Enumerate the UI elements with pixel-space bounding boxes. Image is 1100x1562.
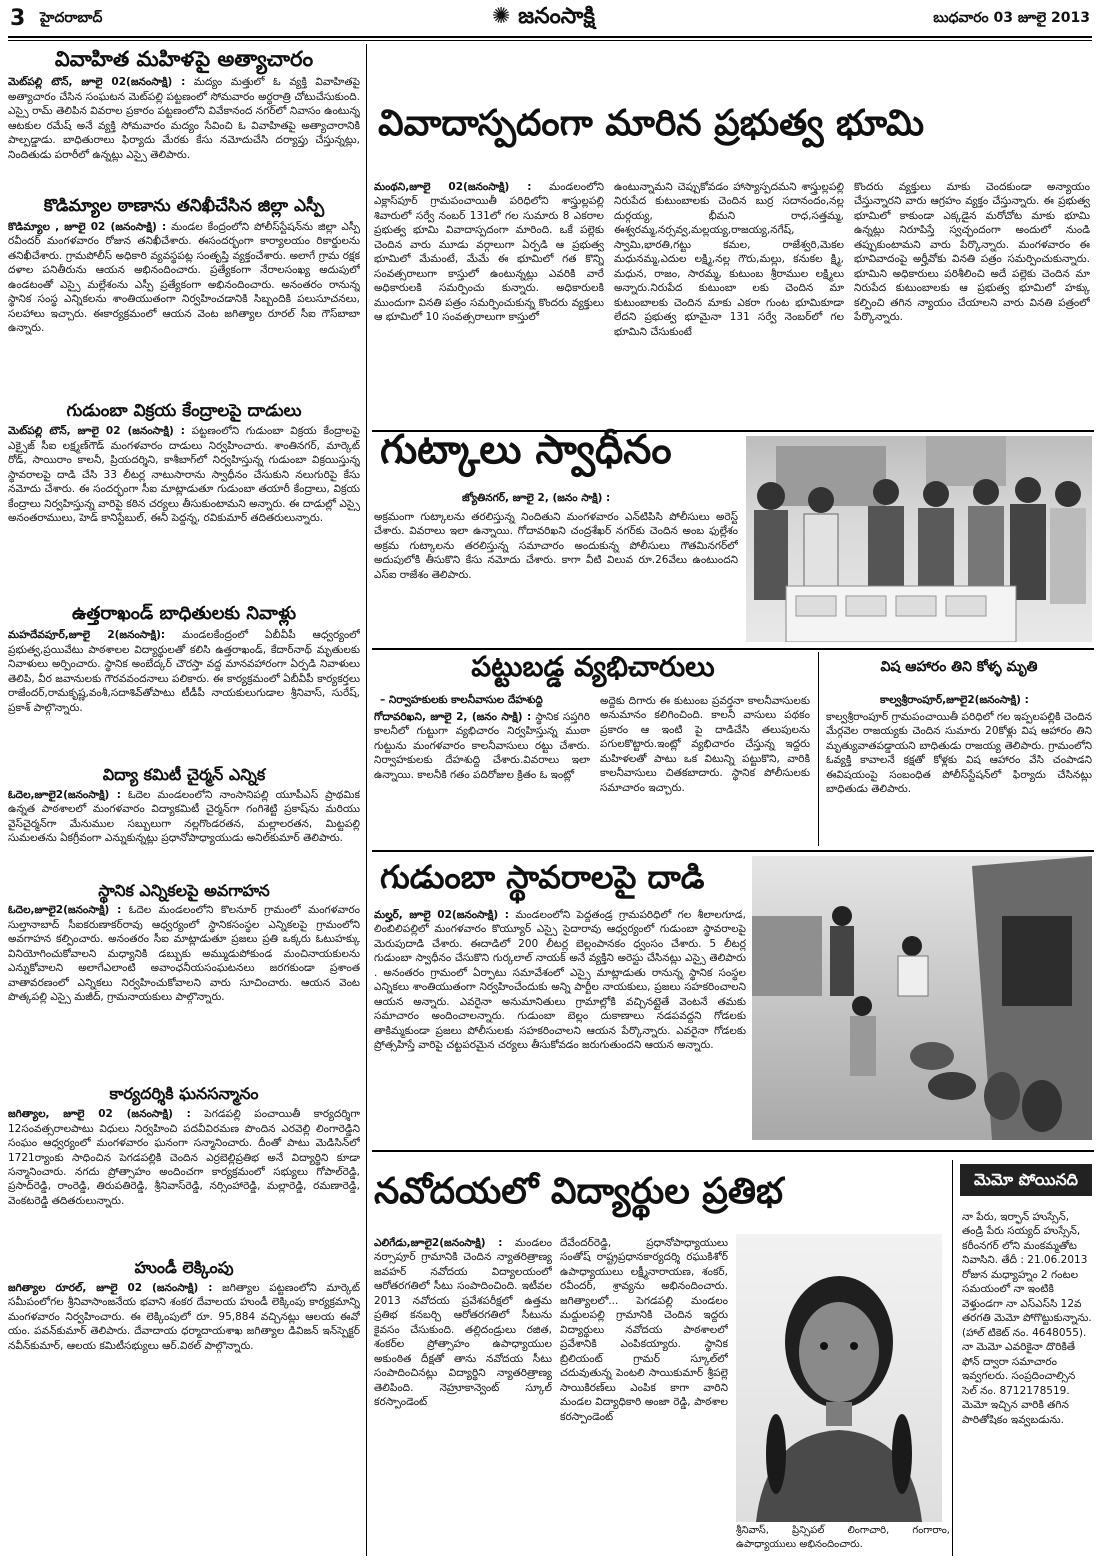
dateline: జ్యోతినగర్, జూలై 2, (జనం సాక్షి) : [462,492,611,504]
lead-col-3: కొందరు వ్యక్తులు మాకు చెందకుండా అన్యాయం చేస్తున్నారని వారు ఆగ్రహం వ్యక్తం చేస్తున్నారు. ఈ ప్రభుత్వ భూమిలో కాకుండా ఎక్కడైన మరోచోట మాకు భూమి ఉన్నట్లు నిరూపిస్తే స్వచ్ఛందంగా అందులో నుండి తప్పుకుంటామని వారు పేర్కొన్నారు. మంగళవారం ఈ భూవివాదంపై అర్హీవోకు వినతి పత్రం సమర్పించుకున్నారు. భూమిని అధికారులు పరిశీలించి అదే పల్లెకు చెందిన మా నిరుపేద కుటుంబాలకు ఆ ప్రభుత్వ భూమిలో హక్కు కల్పించి తగిన న్యాయం చేయాలని వారు వినతి పత్రంలో పేర్కొన్నారు. [854,181,1090,324]
photo-caption: శ్రీనివాస్, ప్రిన్సిపల్ లింగాచారి, గంగారాం, ఉపాధ్యాయులు అభినందించారు. [736,1525,950,1550]
article-6 [8,882,360,1080]
header-rule-thin [8,40,1092,41]
dateline: ఎలిగేడు,జూలై2(జనంసాక్షి) : [374,1237,503,1249]
dateline: మెట్‌పల్లి టౌన్, జూలై 02 (జనంసాక్షి) : [8,425,185,438]
article-2 [8,197,360,396]
section-rule [372,850,1094,852]
article-headline: హుండీ లెక్కింపు [134,1258,234,1278]
dateline: ఓదెల,జూలై2(జనంసాక్షి) : [8,904,122,917]
gudumba-headline: గుడుంబా స్థావరాలపై దాడి [380,858,705,896]
left-column [8,46,360,1385]
dateline: ఓదెల,జూలై2(జనంసాక్షి) : [8,788,121,801]
article-body: మండల కేంద్రంలోని పోలీస్‌స్టేషన్‌ను జిల్లా ఎస్పీ రవీందర్ మంగళవారం రోజున తనిఖీచేశారు. ఈసందర్భంగా కార్యాలయం రికార్డులను తనిఖీచేశారు. గ్రామపోలీస్ అధికారి వ్యవస్థపట్ల సంతృప్తి వ్యక్తంచేశారు. అలాగే గ్రామ రక్షక దళాల పనితీరును ఆయన అభినందించారు. ప్రత్యేకంగా నేరాలసంఖ్య అదుపులో ఉండటంతో ఎస్సై మల్లేశంను ఎస్పీ ప్రత్యేకంగా అభినందించారు. అనంతరం రానున్న స్థానిక సంస్థ ఎన్నికలను శాంతియుతంగా నిర్వహించడానికి సిబ్బందికి పలుసూచనలు, సలహాలు ఇచ్చారు. ఈకార్యక్రమంలో ఆయన వెంట జగిత్యాల రూరల్ సీఐ గౌస్‌బాబా ఉన్నారు. [8,220,360,335]
vyabhi-col-2: అద్దెకు దిగారు ఈ కుటుంబ ప్రవర్తనా కాలనీవాసులకు అనుమానం కలిగించింది. కాలనీ వాసులు పథకం ప్రకారం ఆ ఇంటి పై దాడిచేసి తలుపులను పగులకొట్టారు.ఇంట్లో వ్యభిచారం చేస్తున్న ఇద్దరు మహిళలతో పాటు ఒక విటున్ని పట్టుకొని, వారికి కాలనీవాసులు చితకబాదారు. స్థానిక పోలీసులకు సమాచారం ఇచ్చారు. [600,695,810,794]
vyabhi-headline: పట్టుబడ్డ వ్యభిచారులు [471,650,715,683]
dateline: గోదావరిఖని, జూలై 2, (జనం సాక్షి) : [374,711,532,723]
article-body: ఓదెల మండలంలోని కొలనూర్ గ్రామంలో మంగళవారం సుల్తానాబాద్ సీఐకరుణాకర్‌రావు ఆధ్వర్యంలో స్థానికసంస్థల ఎన్నికలపై గ్రామంలోని అవగాహన కల్పించారు. అనంతరం సీఐ మాట్లాడుతూ ప్రజలు ప్రతి ఒక్కరు ఓటుహక్కు వినియోగించుకోవాలని మధ్యానికి డబ్బుకు అమ్ముడుపోకుండ మంచినాయకులను ఎన్నుకోవాలని అలాగేఎలాంటి అవాంఛనీయసంఘటనలు జరగకుండా ప్రశాంత వాతావరణంలో ఎన్నికలు నిర్వహించుకోవాలని వారు సూచించారు. ఆయన వెంట పొత్కపల్లి ఎస్సై మజీద్, గ్రామనాయకులు పాల్గొన్నారు. [8,904,360,1004]
article-headline: ఉత్తరాఖండ్ బాధితులకు నివాళ్లు [71,603,297,625]
page-number: 3 [10,6,26,31]
article-headline: గుడుంబా విక్రయ కేంద్రాలపై దాడులు [66,400,302,421]
article-headline: కొడిమ్యాల ఠాణాను తనిఖీచేసిన జిల్లా ఎస్పీ [43,196,325,217]
student-portrait-illustration [736,1234,942,1522]
article-body: ఓదెల మండలంలోని నాంసానిపల్లి యూపీఎస్ ప్రాథమిక ఉన్నత పాఠశాలలో మంగళవారం విద్యాకమిటీ చైర్మన్‌గా గంగిశెట్టి ప్రకాష్‌ను మరియు వైస్‌చైర్మన్‌గా మేనుముల సబ్బులుగా నల్లగొండరతన, మల్లాలరతన, మిట్టపల్లి సుమలతను ఏకగ్రీవంగా ఎన్నుకున్నట్లు ప్రధానోపాధ్యాయుడు అనిల్‌కుమార్ తెలిపారు. [8,788,360,845]
article-headline: స్థానిక ఎన్నికలపై అవగాహన [98,880,270,900]
article-body: మండలం నర్సాపూర్ గ్రామానికి చెందిన న్యాతరిత్రాణ్య జవహర్‌ నవోదయ విద్యాలయంలో ఆరోతరగతిలో సీటు సంపాదించింది. ఇటీవల 2013 నవోదయ ప్రవేశపరీక్షలో ఉత్తమ ప్రతిభ కనబర్చి ఆరోతరగతిలో సీటును కైవసం చేసుకుంది. తల్లిదండ్రులు రజిత, శంకర్‌ల ప్రోత్సాహం ఉపాధ్యాయుల అకుంఠిత దీక్షతో తాను నవోదయ సీటు సంపాదించినట్లు విద్యార్థిని న్యాతరిత్రాణ్య తెలిపింది. నెహ్రూకాన్వెంట్ స్కూల్ కరస్పాండెంట్ [374,1237,552,1409]
dateline: మల్హర్, జూలై 02(జనంసాక్షి) : [374,909,509,921]
article-3 [8,402,360,601]
lead-col-1 [374,180,604,418]
dateline: మంథని,జూలై 02(జనంసాక్షి) : [374,181,532,193]
article-body: స్థానిక సప్తగిరి కాలనీలో గుట్టుగా వ్యభిచారం నిర్వహిస్తున్న ముఠా గుట్టును మంగళవారం కాలనీవాసులు రట్టు చేశారు. నిర్వాహకులకు దేహశుద్ది చేశారు.వివరాలు ఇలా ఉన్నాయి. కాలనీకి గతం పదిరోజుల క్రితం ఓ ఇంట్లో [374,711,590,781]
article-7 [8,1085,360,1253]
student-photo [736,1234,942,1522]
dateline: కాల్వశ్రీరాంపూర్,జూలై2(జనంసాక్షి) : [880,694,1029,706]
article-body: మండలంలోని ఎక్లాస్‌పూర్ గ్రామపంచాయితీ పరిధిలోని శాస్త్రుల్లపల్లి శివారులో సర్వే నంబర్ 131లో గల సుమారు 8 ఎకరాల ప్రభుత్వ భూమి వివాదాస్పదంగా మారింది. ఒకే పల్లెకు చెందిన వారు మూడు వర్గాలుగా ఏర్పడి ఆ ప్రభుత్వ భూమిలో మేమంటే, మేమే ఈ భూమిలో గత కొన్ని సంవత్సరాలుగా కాస్తులో ఉంటున్నట్లు ఎవరికి వారే అధికారులకి సమర్పించు కున్నారు. అధికారులకి ముందుగా వినతి పత్రం సమర్పించుకున్న కొందరు వ్యక్తులు ఆ భూమిలో 10 సంవత్సరాలుగా కాస్తులో [374,181,604,324]
header-rule [8,36,1092,38]
dateline: జగిత్యాల రూరల్, జూలై 02 (జనంసాక్షి) : [8,1281,213,1294]
memo-body: నా పేరు, ఇర్ఫాన్ హుస్సేన్, తండ్రి పేరు సయ్యద్ హుస్సేన్, కరీంనగర్ లోని మంకమ్మతోట నివాసిని. తేదీ : 21.06.2013 రోజున మధ్యాహ్నం 2 గంటల సమయంలో నా ఇంటికి వెళ్తుండగా నా ఎస్‌ఎస్‌సి 12వ తరగతి మెమో పోగొట్టుకున్నాను. (హాల్ టికెట్ నం. 4648055). నా మెమో ఎవరికైనా దొరికితే ఫోన్ ద్వారా సమాచారం ఇవ్వగలరు. సంప్రదించాల్సిన సెల్ నం. 8712178519. మెమో ఇచ్చిన వారికి తగిన పారితోషికం ఇవ్వబడును. [962,1211,1092,1426]
logo-icon: ✺ [492,4,511,29]
article-1 [8,48,360,193]
masthead-logo [492,4,595,34]
police-gutka-photo [746,436,1092,642]
edition-date: బుధవారం 03 జూలై 2013 [933,10,1090,26]
article-body: మద్యం మత్తులో ఓ వ్యక్తి వివాహితపై అత్యాచారం చేసిన సంఘటన మెట్‌పల్లి పట్టణంలో సోమవారం అర్ధరాత్రి చోటుచేసుకుంది. ఎస్సై రామ్ తెలిపిన వివరాల ప్రకారం పట్టణంలోని వివేకానంద నగర్‌లో నివాసం ఉంటున్న ఆటకుల రమేష్ అనే వ్యక్తి సోమవారం మద్యం సేవించి ఓ వివాహితపై అత్యాచారానికి పాల్పడ్డాడు. బాధితురాలు ఫిర్యాదు మేరకు కేసు నమోదుచేసి దర్యాప్తు చేస్తున్నట్లు, నిందితుడు పరారీలో ఉన్నట్లు ఎస్సై తెలిపారు. [8,76,360,161]
navodaya-headline: నవోదయలో విద్యార్థుల ప్రతిభ [374,1171,784,1212]
memo-heading: మెమో పోయినది [960,1164,1092,1196]
visha-headline: విష ఆహారం తిని కోళ్ళ మృతి [880,659,1038,675]
dateline: మహదేవపూర్,జూలై 2(జనంసాక్షి): [8,629,166,642]
article-body: కాల్వశ్రీరాంపూర్ గ్రామపంచాయితీ పరిధిలో గల ఇప్పలపల్లికి చెందిన మేర్గవెల రాజయ్యకు చెందిన సుమారు 20కోళ్లు విష ఆహారం తిని మృత్యువాతపడ్డాయని బాధితుడు రాజయ్య తెలిపారు. గ్రామంలోని ఓవ్యక్తి కావాలనే కక్షతో కోళ్లకు విష ఆహారం వేసి చంపాడని ఈవిషయంపై సంబంధిత పోలీస్‌స్టేషన్‌లో ఫిర్యాదు చేసినట్లు బాధితుడు తెలిపారు. [826,711,1092,796]
column-divider [366,44,367,1556]
dateline: కొడిమ్యాల , జూలై 02 (జనంసాక్షి) : [8,220,167,233]
article-body: అక్రమంగా గుట్కాలను తరలిస్తున్న నిందితుని మంగళవారం ఎన్‌టిపిసి పోలీసులు అరెస్ట్ చేశారు. వివరాలు ఇలా ఉన్నాయి. గోదావరిఖని చంద్రశేఖర్ నగర్‌కు చెందిన అంబ ఫుల్లేశం అక్రమ గుట్కాలను తరలిస్తున్న సమాచారం అందుకున్న పోలీసులు గౌతమినగర్‌లో అదుపులోకి తీసుకొని కేసు నమోదు చేశారు. కాగా వీటి విలువ రూ.26వేలు ఉంటుందని ఎస్ఐ రాజేశం తెలిపారు. [374,511,738,581]
article-headline: కార్యదర్శికి ఘనసన్మానం [109,1084,259,1104]
vyabhi-subheadline: – నిర్వాహకులకు కాలనీవాసుల దేహశుద్ది [380,694,543,706]
navodaya-col-2: దేవేందర్‌రెడ్డి, ప్రధానోపాధ్యాయులు సంతోష్ రాష్ట్రప్రధానకార్యదర్శి రఘుకిశోర్ ఉపాధ్యాయులు లక్ష్మీనారాయణ, శంకర్, రవీందర్, శ్రావ్యను అభినందించారు. జగిత్యాలలో... పెగడపల్లి మండలం మద్దులపల్లి గ్రామానికి చెందిన ఇద్దరు విద్యార్థులు నవోదయ పాఠశాలలో ప్రవేశానికి ఎంపికయ్యారు. స్థానిక బ్రిలియంట్ గ్రామర్ స్కూల్‌లో చదువుతున్న పెంటలి సాయికుమార్ శ్రీపల్లె సాయికిరణ్‌లు ఎంపిక కాగా వారిని మండల విద్యాధికారి అంజా రెడ్డి, పాఠశాల కరస్పాండెంట్ [560,1237,728,1423]
vyabhi-col-1 [374,710,590,834]
section-rule [372,1150,1094,1152]
lead-story [374,104,1092,144]
navodaya-col-1 [374,1236,552,1552]
police-photo-illustration [746,436,1092,642]
gutka-headline: గుట్కాలు స్వాధీనం [380,427,672,473]
article-body: మండలంలోని పెద్దతండ్ర గ్రామపరిధిలో గల శీలాలగూడ, లింబిలిపల్లిలో మంగళవారం కొయ్యూర్ ఎస్సై సైదారావు ఆధ్వర్యంలో గుడుంబా స్థావరాలపై మెరుపుదాడి చేశారు. ఈదాడిలో 200 లీటర్ల బెల్లంపానకం ధ్వంసం చేశారు. 5 లీటర్ల గుడుంబా స్వాధీనం చేసుకొని గుర్కలాల్ నాయక్ అనే వ్యక్తిని అరెస్టు చేసినట్లు ఎస్సై తెలిపారు . అనంతరం గ్రామంలో ఏర్పాటు సమావేశంలో ఎస్సై మాట్లాడుతు రానున్న స్థానిక సంస్థల ఎన్నికలు శాంతియుతంగా నిర్వహించేందుకు అన్ని పార్టీల నాయకులు, ప్రజలు సహకరించాలని ఆయన అన్నారు. ఎవరైనా అనుమానితులు గ్రామాల్లోకి వచ్చినట్లైతే వెంటనే తమకు సమాచారం అందించాలన్నారు. గుడుంబా బెల్లం దుకాణాలు నడపవద్దని గోడలకు తాకిమ్మకుండా ప్రజలు పోలీసులకు సహకరించాలని ఆయన పేర్కొన్నారు. ఎవరైనా గోడలకు ప్రోత్సహిస్తే వారిపై చట్టపరమైన చర్యలు తీసుకోవడం జరుగుతుందని ఆయన అన్నారు. [374,909,746,1052]
raid-photo [752,856,1092,1140]
column-divider [952,1160,953,1556]
article-body: మండలకేంద్రంలో ఏబీవీపీ ఆధ్వర్యంలో ప్రభుత్వ,ప్రయివేటు పాఠశాలల విద్యార్థులతో కలిసి ఉత్తరాఖండ్, కేదార్‌నాథ్ మృతులకు నివాళులు అర్పించారు. స్థానిక అంబేద్కర్ చౌరస్తా వద్ద మానవహారంగా ఏర్పడి నివాళులు తెలిపి, వీర జవానులకు గౌరవవందనాలు పలికారు. ఈ కార్యక్రమంలో ఏబీవీపీ కార్యకర్తలు రాజేందర్,రామకృష్ణ,వంశీ,సదాశివ్‌తోపాటు టీడీపీ నాయకులుగుడాల శ్రీనివాస్, సురేష్, ప్రకాశ్ పాల్గొన్నారు. [8,629,360,714]
dateline: మెట్‌పల్లి టౌన్, జూలై 02(జనంసాక్షి) : [8,76,186,89]
article-body: పెగడపల్లి పంచాయితీ కార్యదర్శిగా 12సంవత్సరాలపాటు విధులు నిర్వహించి పదవీవిరమణ పొందిన ఎరవెల్లి లింగారెడ్డిని సంఘం ఆధ్వర్యంలో మంగళవారం ఘనంగా సన్మానించారు. దీంతో పాటు మెడిసిన్‌లో 1721ర్యాంకు సాధించిన పెగడపల్లికి చెందిన ఎర్రబెల్లిప్రతిభ అనే విద్యార్థిని కూడా సన్మానించారు. నగదు ప్రోత్సాహం అందించగా కార్యక్రమంలో సభ్యులు గోపాల్‌రెడ్డి, ప్రసాద్‌రెడ్డి, రాంరెడ్డి, తిరుపతిరెడ్డి, శ్రీనివాస్‌రెడ్డి, నర్సింహారెడ్డి, మల్లారెడ్డి, రమణారెడ్డి, వెంకటరెడ్డి తదితరులున్నారు. [8,1108,360,1207]
article-headline: వివాహిత మహిళపై అత్యాచారం [54,47,314,71]
article-5 [8,766,360,876]
article-body: పట్టణంలోని గుడుంబా విక్రయ కేంద్రాలపై ఎక్సైజ్ సీఐ లక్ష్మణ్‌గౌడ్ మంగళవారం దాడులు నిర్వహించారు. శాంతినగర్, మార్కెట్ రోడ్, సాయిరాం కాలనీ, ప్రియదర్శిని, కాశీబాగ్‌లో నిర్వహిస్తున్న గుడుంబా విక్రయిస్తున్న స్థావరాలపై దాడి చేసి 33 లీటర్ల నాటుసారాను స్వాధీనం చేసుకుని నలుగురిపై కేసు నమోదు చేశారు. ఈ సందర్భంగా సీఐ మాట్లాడుతూ గుడుంబా తయారీ కేంద్రాలు, విక్రయ కేంద్రాలు నిర్వహిస్తున్న వారిపై కఠిన చర్యలు తీసుకుంటామని అన్నారు. ఈ దాడుల్లో ఎస్సై అనంతరాములు, హెడ్ కానిస్టేబుల్, ఈనీ పెద్దన్న, రవికుమార్ తదితరులున్నారు. [8,425,360,525]
dateline: జగిత్యాల, జూలై 02 (జనంసాక్షి) : [8,1108,191,1121]
gudumba-body [374,908,746,1140]
masthead-title: జనంసాక్షి [518,4,595,29]
article-4 [8,604,360,760]
lead-headline: వివాదాస్పదంగా మారిన ప్రభుత్వ భూమి [378,103,925,144]
article-8 [8,1259,360,1385]
edition-city: హైదరాబాద్ [40,10,103,26]
lead-col-2: ఉంటున్నామని చెప్పుకోవడం హాస్యాస్పదమని శాస్త్రుల్లపల్లి నిరుపేద కుటుంబాలకు చెందిన బుర్ర సదానందం,నల్ల దుర్గయ్య, భీమని రాధ,సత్తమ్మ, ఈశ్వరమ్మ,నర్సవ్వ,మల్లయ్య,రాజయ్య,నగేష్, స్వామి,భారతి,గట్టు కమల, రాజేశ్వరి,మెకల మధునమ్మ,ఎదుల లక్ష్మి,నల్ల గౌరు,మల్లు, కనుకల క్ష్మి, మధున, రాజం, సారమ్మ, కుటుంబ శ్రీరాముల లక్ష్మిలు అన్నారు.నిరుపేద కుటుంబా లకు చెందిన మా కుటుంబాలకు చెందిన మాకు ఎకరా గుంట భూమికూడా లేదని ప్రభుత్వ భూమైనా 131 సర్వే నెంబర్‌లో గల భూమిని చేసుకుంటే [614,181,844,338]
raid-photo-illustration [752,856,1092,1140]
article-headline: విద్యా కమిటీ చైర్మన్ ఎన్నిక [102,765,266,785]
column-divider [818,652,819,846]
article-body: జగిత్యాల పట్టణంలోని మార్కెట్ సమీపంలోగల శ్రీనివాసాంజనేయ భవాని శంకర దేవాలయ హుండీ లెక్కింపు కార్యక్రమాన్ని మంగళవారం నిర్వహించారు. ఈ లెక్కింపులో రూ. 95,884 వచ్చినట్లు ఆలయ ఈవో యం. పవన్‌కుమార్ తెలిపారు. దేవాదాయ ధర్మాదాయశాఖ జగిత్యాల డివిజన్ ఇన్‌స్పెక్టర్ నవీన్‌కుమార్, ఆలయ కమిటీసభ్యులు ఆర్.విఠల్ పాల్గొన్నారు. [8,1281,360,1352]
